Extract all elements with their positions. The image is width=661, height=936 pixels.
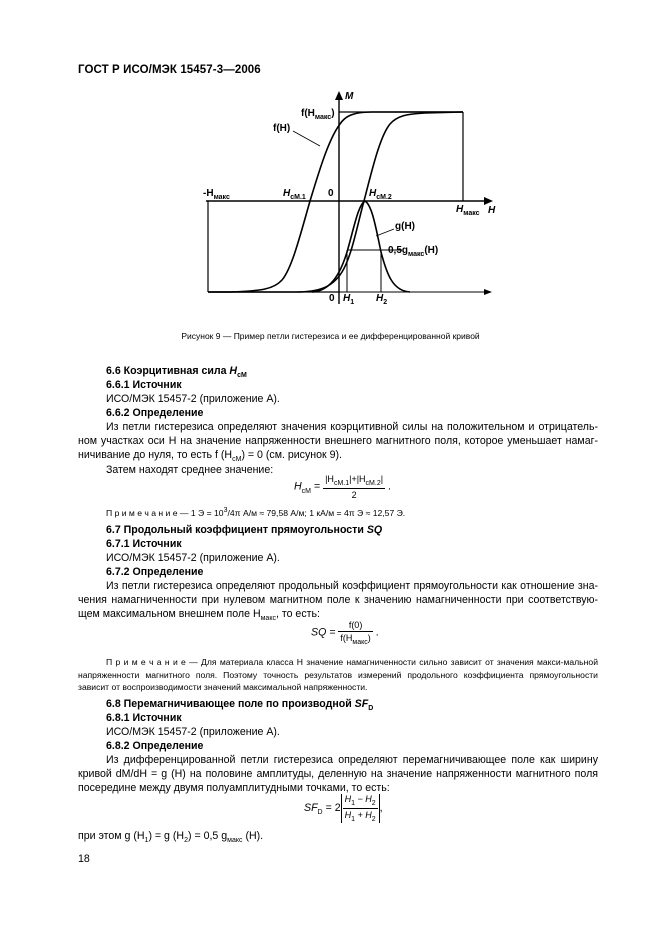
section-6-8-title: 6.8 Перемагничивающее поле по производной $SF_D$: [106, 698, 374, 713]
gh-label: g(H): [395, 221, 415, 232]
h-axis-arrow: [484, 197, 493, 205]
section-6-6-1-title: 6.6.1 Источник: [106, 379, 182, 391]
formula-hcm: $H_{cM}$ = $\frac{|H_{cM.1}|+|H_{cM.2}|}{2}$ .: [294, 474, 391, 500]
section-6-8-2-title: 6.8.2 Определение: [106, 740, 204, 752]
loop-descending-branch: [208, 112, 463, 292]
section-6-8-paragraph: Из дифференцированной петли гистерезиса определяют перемагничивающее поле как ширину кривой dM/dH = g (H) на половине амплитуды, деленную на значение напряженности магнитного поля посередине между двумя полуамплитудными точками, то есть:: [78, 754, 598, 795]
section-6-7-1-text: ИСО/МЭК 15457-2 (приложение А).: [106, 552, 280, 564]
section-6-8-1-text: ИСО/МЭК 15457-2 (приложение А).: [106, 726, 280, 738]
section-6-7-title: 6.7 Продольный коэффициент прямоугольности SQ: [106, 524, 383, 536]
zero-bottom-label: 0: [329, 293, 335, 304]
f-hmax-label: $f(H_{макс})$: [301, 108, 335, 121]
loop-ascending-branch: [208, 112, 463, 292]
fh-leader: [293, 131, 320, 146]
section-6-7-1-title: 6.7.1 Источник: [106, 538, 182, 550]
section-6-8-1-title: 6.8.1 Источник: [106, 712, 182, 724]
g-axis-arrow: [484, 289, 492, 295]
section-6-7-note: П р и м е ч а н и е — Для материала класса H значение намагниченности сильно зависит от значения макси-мальной напряженности магнитного поля. Поэтому точность результатов измерений продольного коэффициента прямоугольности зависит от воспроизводимости значений максимальной напряженности.: [78, 657, 598, 693]
m-axis-label: M: [345, 91, 354, 102]
section-6-6-note: П р и м е ч а н и е — 1 $Э = 10^3/4\pi$ А/м ≈ 79,58 А/м; 1 кА/м = 4π Э ≈ 12,57 Э.: [106, 507, 406, 518]
section-6-7-paragraph: Из петли гистерезиса определяют продольный коэффициент прямоугольности как отношение зна-чения намагниченности при нулевом магнитном поле к значению намагниченности при соответствую-щем максимальном внешнем поле $H_{макс}$, то есть:: [78, 580, 598, 623]
gh-leader: [376, 229, 394, 236]
section-6-6-paragraph: Из петли гистерезиса определяют значения коэрцитивной силы на положительном и отрицатель-ном участках оси H на значение напряженности внешнего магнитного поля, которое уменьшает намаг-ничивание до нуля, то есть f $(H_{cM}) = 0$ (см. рисунок 9).: [78, 421, 598, 464]
section-6-7-2-title: 6.7.2 Определение: [106, 566, 204, 578]
formula-sfd: $SF_D = 2$ $\frac{H_1 - H_2}{H_1 + H_2}$ ,: [304, 794, 383, 823]
zero-top-label: 0: [328, 188, 334, 199]
figure-caption: Рисунок 9 — Пример петли гистерезиса и ее дифференцированной кривой: [181, 331, 480, 341]
h-axis-label: H: [488, 205, 496, 216]
neg-hmax-label: $-H_{макс}$: [203, 188, 230, 201]
hcm2-label: $H_{cM.2}$: [369, 188, 392, 201]
formula-sq: SQ = $\frac{f(0)}{f(H_{макс})}$ .: [311, 620, 379, 646]
hysteresis-figure: [0, 0, 661, 330]
h2-label: $H_2$: [376, 293, 388, 306]
section-6-6-title: 6.6 Коэрцитивная сила $H_{cM}$: [106, 365, 247, 380]
half-g-label: $0,5g_{макс}(H)$: [388, 245, 439, 258]
fh-label: f(H): [273, 123, 291, 134]
section-6-6-paragraph-2: Затем находят среднее значение:: [106, 464, 274, 476]
h1-label: $H_1$: [343, 293, 355, 306]
page-header: ГОСТ Р ИСО/МЭК 15457-3—2006: [78, 64, 261, 76]
section-6-8-paragraph-2: при этом g $(H_1) = g$ $(H_2) = 0,5$ $g_{макс}$ (H).: [78, 830, 264, 845]
section-6-6-1-text: ИСО/МЭК 15457-2 (приложение А).: [106, 393, 280, 405]
m-axis-arrow: [335, 91, 343, 100]
section-6-6-2-title: 6.6.2 Определение: [106, 407, 204, 419]
page-number: 18: [78, 853, 90, 865]
hmax-label: $H_{макс}$: [456, 204, 480, 217]
hcm1-label: $H_{cM.1}$: [283, 188, 306, 201]
